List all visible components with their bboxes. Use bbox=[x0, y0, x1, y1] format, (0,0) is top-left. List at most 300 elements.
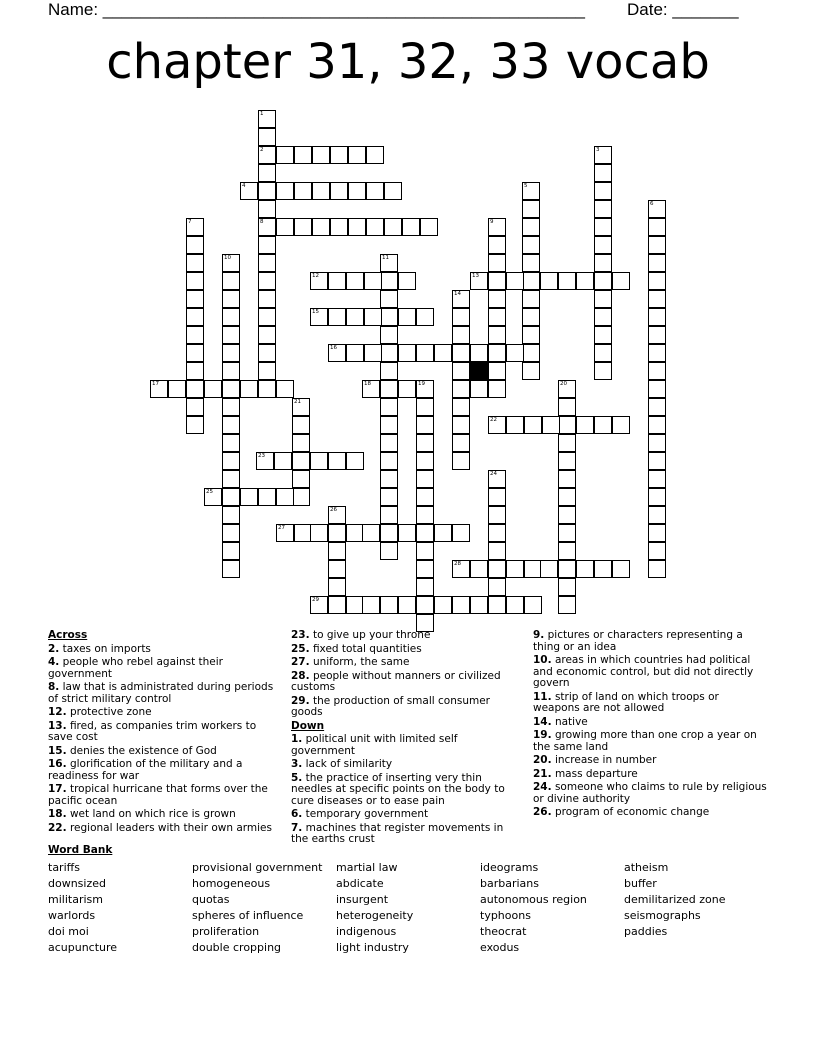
clue-number: 20 bbox=[560, 381, 567, 387]
clue-number: 23. bbox=[291, 629, 310, 641]
grid-cell[interactable] bbox=[452, 326, 470, 344]
clue-number: 24. bbox=[533, 781, 552, 793]
grid-cell[interactable] bbox=[594, 146, 612, 164]
grid-cell[interactable] bbox=[362, 524, 380, 542]
grid-cell[interactable] bbox=[222, 308, 240, 326]
grid-cell[interactable] bbox=[522, 308, 540, 326]
grid-cell[interactable] bbox=[522, 236, 540, 254]
grid-cell[interactable] bbox=[420, 218, 438, 236]
grid-cell[interactable] bbox=[398, 308, 416, 326]
clue-number: 8. bbox=[48, 681, 60, 693]
grid-cell[interactable] bbox=[348, 218, 366, 236]
grid-cell[interactable] bbox=[258, 308, 276, 326]
grid-cell[interactable] bbox=[558, 434, 576, 452]
grid-cell[interactable] bbox=[522, 272, 540, 290]
grid-cell[interactable] bbox=[594, 326, 612, 344]
grid-cell[interactable] bbox=[488, 380, 506, 398]
grid-cell[interactable] bbox=[558, 578, 576, 596]
grid-cell[interactable] bbox=[558, 596, 576, 614]
grid-cell[interactable] bbox=[488, 344, 506, 362]
grid-cell[interactable] bbox=[310, 596, 328, 614]
grid-cell[interactable] bbox=[648, 542, 666, 560]
grid-cell[interactable] bbox=[558, 470, 576, 488]
grid-cell[interactable] bbox=[380, 272, 398, 290]
grid-cell[interactable] bbox=[648, 434, 666, 452]
word-bank-item: acupuncture bbox=[48, 941, 118, 954]
grid-cell[interactable] bbox=[576, 416, 594, 434]
grid-cell[interactable] bbox=[240, 380, 258, 398]
grid-cell[interactable] bbox=[328, 506, 346, 524]
grid-cell[interactable] bbox=[222, 254, 240, 272]
grid-cell[interactable] bbox=[222, 542, 240, 560]
grid-cell[interactable] bbox=[328, 308, 346, 326]
grid-cell[interactable] bbox=[186, 218, 204, 236]
grid-cell[interactable] bbox=[258, 164, 276, 182]
grid-cell[interactable] bbox=[648, 452, 666, 470]
grid-cell[interactable] bbox=[380, 344, 398, 362]
grid-cell[interactable] bbox=[222, 362, 240, 380]
grid-cell[interactable] bbox=[258, 326, 276, 344]
grid-cell[interactable] bbox=[542, 416, 560, 434]
grid-cell[interactable] bbox=[222, 398, 240, 416]
grid-cell[interactable] bbox=[594, 560, 612, 578]
grid-cell[interactable] bbox=[488, 524, 506, 542]
grid-cell[interactable] bbox=[364, 308, 382, 326]
grid-cell[interactable] bbox=[558, 524, 576, 542]
clue-number: 25. bbox=[291, 642, 310, 655]
grid-cell[interactable] bbox=[416, 434, 434, 452]
grid-cell[interactable] bbox=[294, 182, 312, 200]
grid-cell[interactable] bbox=[312, 146, 330, 164]
grid-cell[interactable] bbox=[416, 398, 434, 416]
grid-cell[interactable] bbox=[488, 488, 506, 506]
grid-cell[interactable] bbox=[330, 146, 348, 164]
grid-cell[interactable] bbox=[648, 470, 666, 488]
grid-cell[interactable] bbox=[558, 380, 576, 398]
grid-cell[interactable] bbox=[524, 596, 542, 614]
grid-cell[interactable] bbox=[150, 380, 168, 398]
grid-cell[interactable] bbox=[380, 596, 398, 614]
grid-cell[interactable] bbox=[222, 560, 240, 578]
grid-cell[interactable] bbox=[452, 398, 470, 416]
clue-text: program of economic change bbox=[551, 806, 710, 818]
grid-cell[interactable] bbox=[648, 200, 666, 218]
grid-cell[interactable] bbox=[276, 524, 294, 542]
grid-cell[interactable] bbox=[222, 380, 240, 398]
grid-cell[interactable] bbox=[380, 452, 398, 470]
grid-cell[interactable] bbox=[276, 182, 294, 200]
grid-cell[interactable] bbox=[222, 488, 240, 506]
grid-cell[interactable] bbox=[222, 434, 240, 452]
grid-cell[interactable] bbox=[380, 524, 398, 542]
grid-cell[interactable] bbox=[594, 218, 612, 236]
grid-cell[interactable] bbox=[292, 452, 310, 470]
grid-cell[interactable] bbox=[576, 272, 594, 290]
grid-cell[interactable] bbox=[488, 236, 506, 254]
grid-cell[interactable] bbox=[594, 236, 612, 254]
grid-cell[interactable] bbox=[168, 380, 186, 398]
grid-cell[interactable] bbox=[558, 542, 576, 560]
grid-cell[interactable] bbox=[380, 326, 398, 344]
grid-cell[interactable] bbox=[488, 416, 506, 434]
word-bank-item: downsized bbox=[48, 877, 106, 890]
grid-cell[interactable] bbox=[186, 362, 204, 380]
grid-cell[interactable] bbox=[384, 218, 402, 236]
clue-number: 9 bbox=[490, 219, 494, 225]
grid-cell[interactable] bbox=[222, 470, 240, 488]
grid-cell[interactable] bbox=[470, 272, 488, 290]
grid-cell[interactable] bbox=[222, 452, 240, 470]
grid-cell[interactable] bbox=[258, 254, 276, 272]
grid-cell[interactable] bbox=[558, 398, 576, 416]
grid-cell[interactable] bbox=[612, 560, 630, 578]
grid-cell[interactable] bbox=[258, 200, 276, 218]
grid-cell[interactable] bbox=[364, 272, 382, 290]
grid-cell[interactable] bbox=[328, 596, 346, 614]
grid-cell[interactable] bbox=[648, 506, 666, 524]
grid-cell[interactable] bbox=[470, 380, 488, 398]
grid-cell[interactable] bbox=[362, 596, 380, 614]
grid-cell[interactable] bbox=[416, 470, 434, 488]
grid-cell[interactable] bbox=[648, 218, 666, 236]
clue-number: 22 bbox=[490, 417, 497, 423]
grid-cell[interactable] bbox=[222, 290, 240, 308]
grid-cell[interactable] bbox=[186, 254, 204, 272]
grid-cell[interactable] bbox=[416, 488, 434, 506]
grid-cell[interactable] bbox=[506, 272, 524, 290]
grid-cell[interactable] bbox=[558, 452, 576, 470]
grid-cell[interactable] bbox=[310, 524, 328, 542]
grid-cell[interactable] bbox=[294, 146, 312, 164]
clue-number: 29 bbox=[312, 597, 319, 603]
grid-cell[interactable] bbox=[648, 560, 666, 578]
grid-cell[interactable] bbox=[488, 326, 506, 344]
grid-cell[interactable] bbox=[186, 326, 204, 344]
grid-cell[interactable] bbox=[416, 344, 434, 362]
grid-cell[interactable] bbox=[330, 182, 348, 200]
grid-cell[interactable] bbox=[186, 236, 204, 254]
grid-cell[interactable] bbox=[522, 344, 540, 362]
grid-cell[interactable] bbox=[294, 218, 312, 236]
grid-cell[interactable] bbox=[380, 488, 398, 506]
grid-cell[interactable] bbox=[186, 272, 204, 290]
grid-cell[interactable] bbox=[488, 272, 506, 290]
grid-cell[interactable] bbox=[258, 182, 276, 200]
grid-cell[interactable] bbox=[452, 560, 470, 578]
grid-cell[interactable] bbox=[312, 218, 330, 236]
grid-cell[interactable] bbox=[452, 452, 470, 470]
grid-cell[interactable] bbox=[258, 218, 276, 236]
clue-number: 26 bbox=[330, 507, 337, 513]
grid-cell[interactable] bbox=[310, 272, 328, 290]
grid-cell[interactable] bbox=[258, 236, 276, 254]
grid-cell[interactable] bbox=[276, 146, 294, 164]
grid-cell[interactable] bbox=[506, 560, 524, 578]
clue-number: 4 bbox=[242, 183, 246, 189]
grid-cell[interactable] bbox=[576, 560, 594, 578]
grid-cell[interactable] bbox=[522, 362, 540, 380]
across-clue bbox=[291, 644, 521, 656]
grid-cell[interactable] bbox=[328, 452, 346, 470]
grid-cell[interactable] bbox=[380, 398, 398, 416]
grid-cell[interactable] bbox=[366, 182, 384, 200]
grid-cell[interactable] bbox=[362, 380, 380, 398]
date-line[interactable]: Date: _______ bbox=[627, 0, 739, 19]
grid-cell[interactable] bbox=[204, 488, 222, 506]
grid-cell[interactable] bbox=[594, 290, 612, 308]
grid-cell[interactable] bbox=[328, 344, 346, 362]
grid-cell[interactable] bbox=[348, 182, 366, 200]
grid-cell[interactable] bbox=[452, 290, 470, 308]
grid-cell[interactable] bbox=[470, 596, 488, 614]
grid-cell[interactable] bbox=[222, 506, 240, 524]
grid-cell[interactable] bbox=[594, 164, 612, 182]
grid-cell[interactable] bbox=[258, 128, 276, 146]
grid-cell[interactable] bbox=[558, 560, 576, 578]
grid-cell[interactable] bbox=[380, 542, 398, 560]
grid-cell[interactable] bbox=[558, 488, 576, 506]
grid-cell[interactable] bbox=[276, 380, 294, 398]
grid-cell[interactable] bbox=[292, 470, 310, 488]
grid-cell[interactable] bbox=[648, 362, 666, 380]
grid-cell[interactable] bbox=[434, 344, 452, 362]
word-bank-item: tariffs bbox=[48, 861, 80, 874]
grid-cell[interactable] bbox=[402, 218, 420, 236]
grid-cell[interactable] bbox=[648, 344, 666, 362]
grid-cell[interactable] bbox=[558, 506, 576, 524]
grid-cell[interactable] bbox=[398, 344, 416, 362]
grid-cell[interactable] bbox=[328, 272, 346, 290]
grid-cell[interactable] bbox=[648, 254, 666, 272]
grid-cell[interactable] bbox=[594, 416, 612, 434]
grid-cell[interactable] bbox=[348, 146, 366, 164]
grid-cell[interactable] bbox=[258, 344, 276, 362]
grid-cell[interactable] bbox=[648, 326, 666, 344]
grid-cell[interactable] bbox=[186, 308, 204, 326]
grid-cell[interactable] bbox=[416, 578, 434, 596]
grid-cell[interactable] bbox=[416, 416, 434, 434]
grid-cell[interactable] bbox=[204, 380, 222, 398]
grid-cell[interactable] bbox=[648, 272, 666, 290]
grid-cell[interactable] bbox=[452, 380, 470, 398]
grid-cell[interactable] bbox=[222, 416, 240, 434]
grid-cell[interactable] bbox=[488, 578, 506, 596]
grid-cell[interactable] bbox=[328, 542, 346, 560]
grid-cell[interactable] bbox=[594, 200, 612, 218]
grid-cell[interactable] bbox=[186, 398, 204, 416]
grid-cell[interactable] bbox=[522, 254, 540, 272]
grid-cell[interactable] bbox=[380, 308, 398, 326]
grid-cell[interactable] bbox=[416, 542, 434, 560]
grid-cell[interactable] bbox=[186, 344, 204, 362]
grid-cell[interactable] bbox=[648, 398, 666, 416]
grid-cell[interactable] bbox=[434, 596, 452, 614]
grid-cell[interactable] bbox=[488, 290, 506, 308]
grid-cell[interactable] bbox=[312, 182, 330, 200]
grid-cell[interactable] bbox=[506, 344, 524, 362]
grid-cell[interactable] bbox=[488, 218, 506, 236]
grid-cell[interactable] bbox=[648, 380, 666, 398]
grid-cell[interactable] bbox=[380, 362, 398, 380]
grid-cell[interactable] bbox=[258, 110, 276, 128]
grid-cell[interactable] bbox=[328, 578, 346, 596]
grid-cell[interactable] bbox=[648, 524, 666, 542]
clue-text: people who rebel against their government bbox=[48, 656, 223, 680]
grid-cell[interactable] bbox=[648, 290, 666, 308]
grid-cell[interactable] bbox=[488, 542, 506, 560]
grid-cell[interactable] bbox=[384, 182, 402, 200]
grid-cell[interactable] bbox=[506, 596, 524, 614]
grid-cell[interactable] bbox=[380, 506, 398, 524]
word-bank-item: exodus bbox=[480, 941, 520, 954]
grid-cell[interactable] bbox=[222, 524, 240, 542]
grid-cell[interactable] bbox=[380, 470, 398, 488]
grid-cell[interactable] bbox=[540, 560, 558, 578]
grid-cell[interactable] bbox=[452, 308, 470, 326]
name-line[interactable]: Name: ___________________________________________________ bbox=[48, 0, 585, 19]
grid-cell[interactable] bbox=[416, 506, 434, 524]
grid-cell[interactable] bbox=[292, 416, 310, 434]
grid-cell[interactable] bbox=[594, 362, 612, 380]
grid-cell[interactable] bbox=[488, 506, 506, 524]
grid-cell[interactable] bbox=[522, 200, 540, 218]
grid-cell[interactable] bbox=[366, 146, 384, 164]
grid-cell[interactable] bbox=[540, 272, 558, 290]
grid-cell[interactable] bbox=[186, 290, 204, 308]
grid-cell[interactable] bbox=[522, 290, 540, 308]
blocked-cell bbox=[470, 362, 488, 380]
grid-cell[interactable] bbox=[452, 596, 470, 614]
grid-cell[interactable] bbox=[346, 272, 364, 290]
clue-text: growing more than one crop a year on the same land bbox=[533, 729, 757, 753]
grid-cell[interactable] bbox=[416, 308, 434, 326]
grid-cell[interactable] bbox=[416, 560, 434, 578]
grid-cell[interactable] bbox=[558, 416, 576, 434]
grid-cell[interactable] bbox=[222, 326, 240, 344]
grid-cell[interactable] bbox=[488, 596, 506, 614]
grid-cell[interactable] bbox=[346, 452, 364, 470]
grid-cell[interactable] bbox=[488, 560, 506, 578]
grid-cell[interactable] bbox=[594, 182, 612, 200]
grid-cell[interactable] bbox=[416, 524, 434, 542]
grid-cell[interactable] bbox=[364, 344, 382, 362]
grid-cell[interactable] bbox=[398, 272, 416, 290]
grid-cell[interactable] bbox=[240, 488, 258, 506]
clue-number: 19. bbox=[533, 729, 552, 741]
clue-number: 7 bbox=[188, 219, 192, 225]
grid-cell[interactable] bbox=[330, 218, 348, 236]
grid-cell[interactable] bbox=[648, 488, 666, 506]
grid-cell[interactable] bbox=[276, 218, 294, 236]
clue-number: 21 bbox=[294, 399, 301, 405]
grid-cell[interactable] bbox=[522, 326, 540, 344]
grid-cell[interactable] bbox=[488, 308, 506, 326]
grid-cell[interactable] bbox=[612, 416, 630, 434]
grid-cell[interactable] bbox=[488, 470, 506, 488]
grid-cell[interactable] bbox=[328, 560, 346, 578]
grid-cell[interactable] bbox=[292, 398, 310, 416]
grid-cell[interactable] bbox=[346, 308, 364, 326]
grid-cell[interactable] bbox=[222, 344, 240, 362]
clue-number: 9. bbox=[533, 629, 545, 641]
grid-cell[interactable] bbox=[380, 416, 398, 434]
grid-cell[interactable] bbox=[416, 380, 434, 398]
grid-cell[interactable] bbox=[416, 596, 434, 614]
grid-cell[interactable] bbox=[186, 380, 204, 398]
grid-cell[interactable] bbox=[522, 218, 540, 236]
grid-cell[interactable] bbox=[398, 380, 416, 398]
grid-cell[interactable] bbox=[292, 434, 310, 452]
grid-cell[interactable] bbox=[452, 362, 470, 380]
grid-cell[interactable] bbox=[452, 344, 470, 362]
grid-cell[interactable] bbox=[380, 380, 398, 398]
grid-cell[interactable] bbox=[648, 416, 666, 434]
grid-cell[interactable] bbox=[258, 488, 276, 506]
grid-cell[interactable] bbox=[258, 272, 276, 290]
grid-cell[interactable] bbox=[258, 146, 276, 164]
clue-number: 24 bbox=[490, 471, 497, 477]
grid-cell[interactable] bbox=[380, 254, 398, 272]
grid-cell[interactable] bbox=[506, 416, 524, 434]
grid-cell[interactable] bbox=[222, 272, 240, 290]
grid-cell[interactable] bbox=[524, 416, 542, 434]
across-clue bbox=[48, 746, 278, 758]
grid-cell[interactable] bbox=[346, 344, 364, 362]
grid-cell[interactable] bbox=[470, 344, 488, 362]
grid-cell[interactable] bbox=[452, 524, 470, 542]
clue-text: law that is administrated during periods of strict military control bbox=[48, 681, 274, 705]
grid-cell[interactable] bbox=[452, 416, 470, 434]
grid-cell[interactable] bbox=[470, 560, 488, 578]
down-clue bbox=[533, 807, 768, 819]
down-clue bbox=[291, 759, 521, 771]
clue-text: temporary government bbox=[302, 808, 429, 820]
grid-cell[interactable] bbox=[488, 254, 506, 272]
grid-cell[interactable] bbox=[416, 452, 434, 470]
grid-cell[interactable] bbox=[310, 308, 328, 326]
grid-cell[interactable] bbox=[398, 524, 416, 542]
grid-cell[interactable] bbox=[594, 308, 612, 326]
grid-cell[interactable] bbox=[276, 488, 294, 506]
grid-cell[interactable] bbox=[594, 272, 612, 290]
grid-cell[interactable] bbox=[328, 524, 346, 542]
grid-cell[interactable] bbox=[258, 290, 276, 308]
grid-cell[interactable] bbox=[274, 452, 292, 470]
grid-cell[interactable] bbox=[488, 362, 506, 380]
grid-cell[interactable] bbox=[452, 434, 470, 452]
grid-cell[interactable] bbox=[522, 182, 540, 200]
grid-cell[interactable] bbox=[612, 272, 630, 290]
grid-cell[interactable] bbox=[594, 344, 612, 362]
grid-cell[interactable] bbox=[380, 290, 398, 308]
grid-cell[interactable] bbox=[434, 524, 452, 542]
grid-cell[interactable] bbox=[648, 308, 666, 326]
grid-cell[interactable] bbox=[292, 488, 310, 506]
grid-cell[interactable] bbox=[186, 416, 204, 434]
grid-cell[interactable] bbox=[594, 254, 612, 272]
grid-cell[interactable] bbox=[558, 272, 576, 290]
clue-text: increase in number bbox=[551, 754, 657, 766]
grid-cell[interactable] bbox=[240, 182, 258, 200]
grid-cell[interactable] bbox=[398, 596, 416, 614]
grid-cell[interactable] bbox=[258, 362, 276, 380]
grid-cell[interactable] bbox=[256, 452, 274, 470]
grid-cell[interactable] bbox=[258, 380, 276, 398]
grid-cell[interactable] bbox=[310, 452, 328, 470]
grid-cell[interactable] bbox=[366, 218, 384, 236]
grid-cell[interactable] bbox=[380, 434, 398, 452]
grid-cell[interactable] bbox=[648, 236, 666, 254]
